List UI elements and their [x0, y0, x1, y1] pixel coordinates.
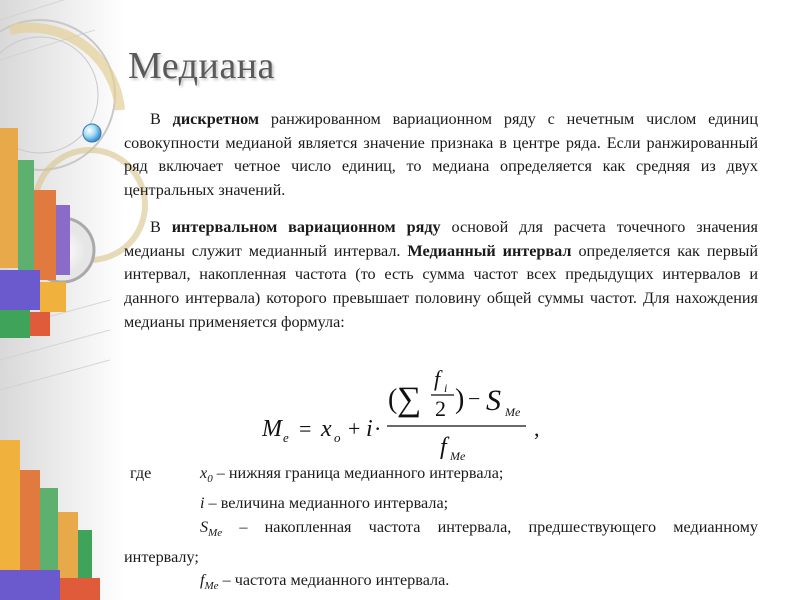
definitions-list — [124, 462, 758, 599]
formula-fi-sub: i — [444, 381, 448, 395]
symbol-x0: x — [200, 464, 208, 482]
bold-term-interval-series: интервальном вариационном ряду — [171, 217, 441, 236]
slide-body — [124, 108, 758, 334]
formula-close-paren: ) — [455, 384, 465, 415]
text-run: В — [150, 110, 173, 128]
paragraph-interval — [124, 216, 758, 335]
formula-lhs: M — [262, 416, 282, 442]
formula-comma: , — [534, 416, 540, 441]
symbol-f: f — [200, 571, 205, 590]
formula-plus: + — [348, 416, 361, 441]
definition-text: – величина медианного интервала; — [204, 493, 449, 512]
paragraph-discrete — [124, 108, 758, 203]
formula-equals: = — [299, 416, 312, 441]
formula-lhs-sub: e — [283, 430, 289, 445]
where-label: где — [130, 464, 152, 482]
definition-sme — [124, 516, 758, 570]
slide-title: Медиана — [128, 45, 275, 87]
blue-bubble-ornament — [83, 124, 101, 142]
formula-x-sub: o — [334, 430, 341, 445]
formula-minus: − — [468, 386, 481, 411]
symbol-x0-sub: 0 — [207, 473, 213, 486]
formula-i: i — [366, 416, 373, 442]
bold-term-median-interval: Медианный интервал — [407, 241, 572, 260]
definition-text: – частота медианного интервала. — [218, 571, 450, 590]
formula-x: x — [321, 416, 332, 442]
symbol-s: S — [200, 517, 209, 536]
formula-two: 2 — [435, 396, 446, 421]
formula-sum-sign: ∑ — [397, 381, 422, 418]
text-run: определяется как первый интервал, накопленная частота (то есть сумма частот всех предыдущих интервалов и данного интервала) которого превышает половину общей суммы частот. Для нахождения медианы применяется формула: — [124, 241, 758, 331]
text-run: основой для расчета точечного значения медианы служит медианный интервал. — [124, 217, 758, 260]
formula-denominator-sub: Me — [450, 449, 466, 462]
text-run: ранжированном вариационном ряду с нечетным числом единиц совокупности медианой является значение признака в центре ряда. Если ранжированный ряд включает четное число единиц, то медиана определяется как средняя из двух центральных значений. — [124, 110, 758, 200]
definition-text: – накопленная частота интервала, предшествующего медианному интервалу; — [124, 517, 758, 566]
formula-dot: · — [374, 416, 382, 441]
bold-term-discrete: дискретном — [172, 110, 259, 128]
symbol-i: i — [200, 493, 205, 512]
definition-fme — [124, 569, 758, 599]
definition-text: – нижняя граница медианного интервала; — [212, 464, 504, 482]
median-formula — [262, 366, 562, 462]
formula-s-sub: Me — [505, 405, 521, 419]
formula-fi: f — [434, 366, 441, 391]
text-run: В — [150, 217, 172, 236]
formula-s: S — [486, 384, 501, 417]
definition-x0 — [124, 462, 758, 492]
formula-denominator-f: f — [440, 434, 447, 460]
symbol-f-sub: Me — [204, 580, 219, 593]
formula-open-paren: ( — [388, 384, 398, 415]
definition-i — [124, 492, 758, 516]
symbol-s-sub: Me — [208, 526, 223, 539]
